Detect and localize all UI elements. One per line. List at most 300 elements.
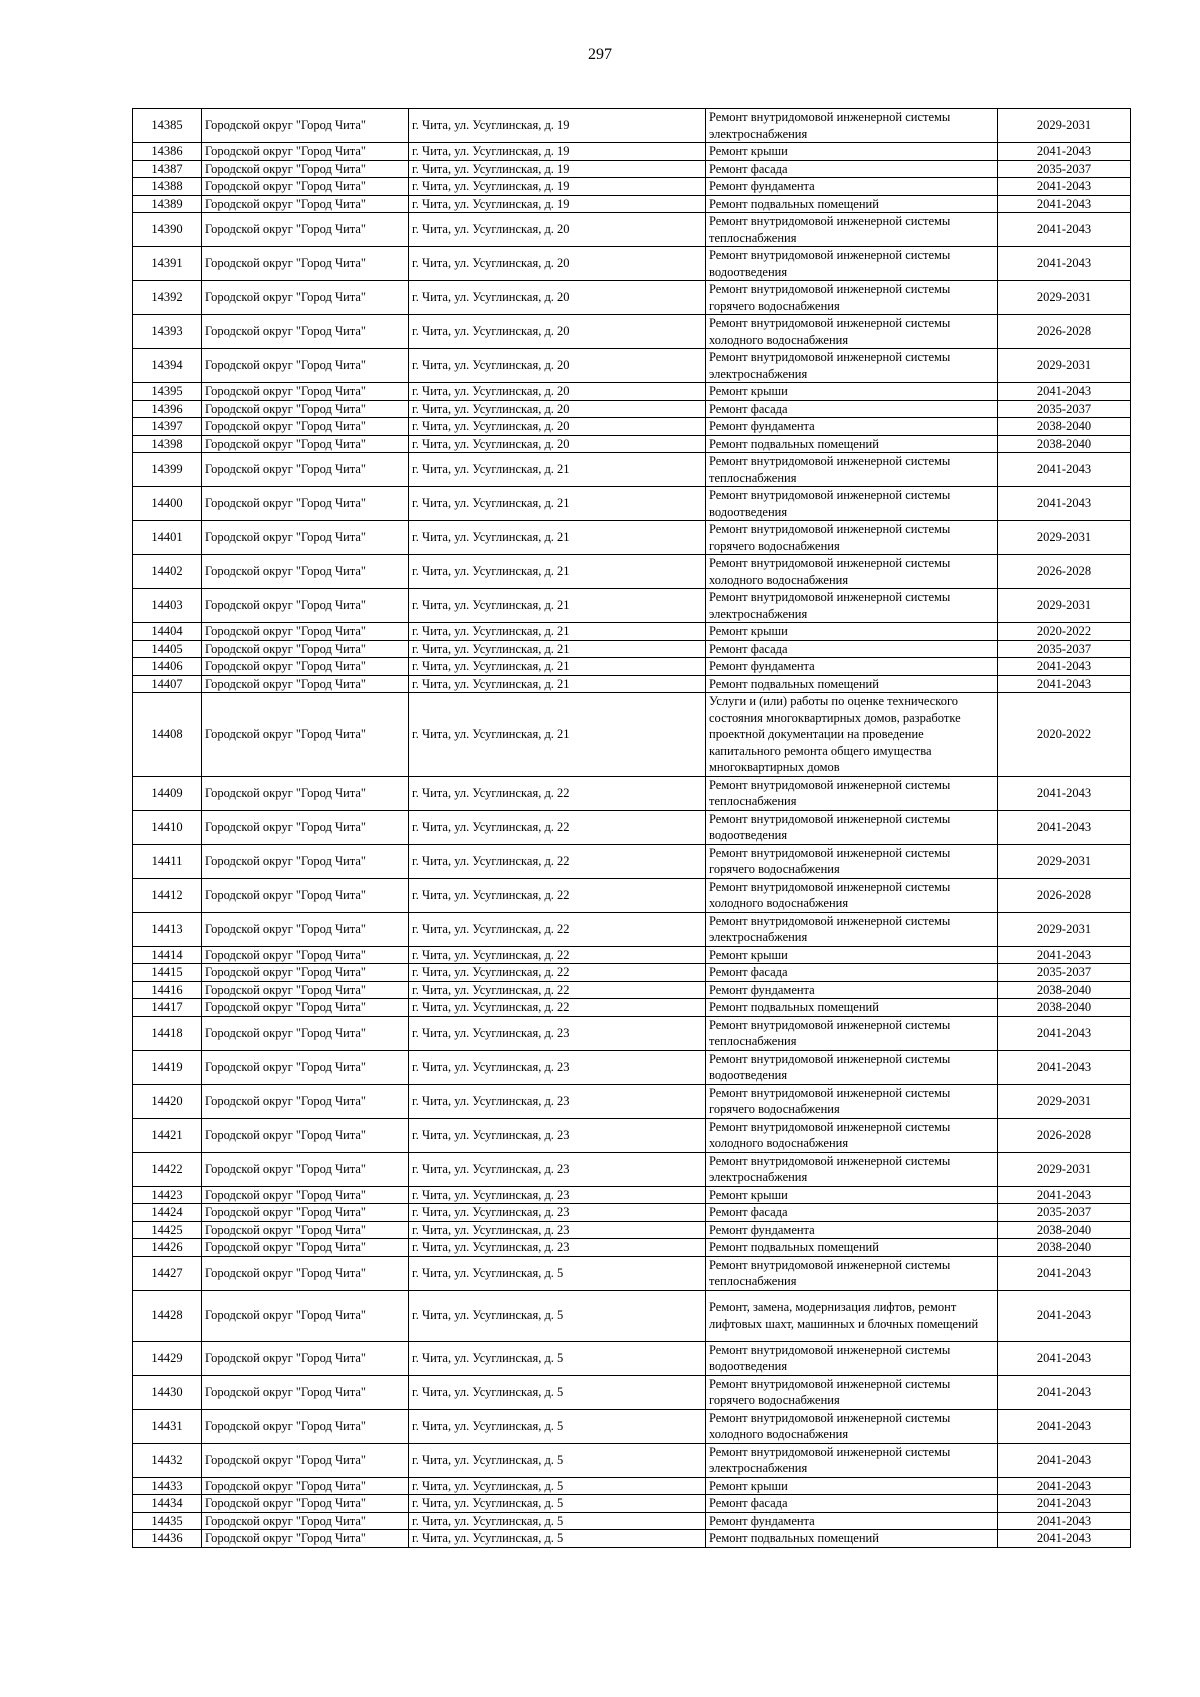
period-cell: 2041-2043 bbox=[998, 453, 1131, 487]
address-cell: г. Чита, ул. Усуглинская, д. 5 bbox=[409, 1512, 706, 1530]
period-cell: 2041-2043 bbox=[998, 213, 1131, 247]
table-row bbox=[133, 1290, 1131, 1341]
period-cell: 2029-2031 bbox=[998, 521, 1131, 555]
table-row bbox=[133, 1443, 1131, 1477]
work-type-cell: Ремонт фасада bbox=[706, 964, 998, 982]
row-number-cell: 14414 bbox=[133, 946, 202, 964]
address-cell: г. Чита, ул. Усуглинская, д. 21 bbox=[409, 521, 706, 555]
address-cell: г. Чита, ул. Усуглинская, д. 22 bbox=[409, 999, 706, 1017]
table-row bbox=[133, 946, 1131, 964]
row-number-cell: 14428 bbox=[133, 1290, 202, 1341]
municipality-cell: Городской округ "Город Чита" bbox=[202, 195, 409, 213]
address-cell: г. Чита, ул. Усуглинская, д. 21 bbox=[409, 658, 706, 676]
municipality-cell: Городской округ "Город Чита" bbox=[202, 383, 409, 401]
municipality-cell: Городской округ "Город Чита" bbox=[202, 1221, 409, 1239]
work-type-cell: Ремонт внутридомовой инженерной системы водоотведения bbox=[706, 247, 998, 281]
row-number-cell: 14390 bbox=[133, 213, 202, 247]
row-number-cell: 14419 bbox=[133, 1050, 202, 1084]
address-cell: г. Чита, ул. Усуглинская, д. 21 bbox=[409, 589, 706, 623]
period-cell: 2026-2028 bbox=[998, 315, 1131, 349]
work-type-cell: Ремонт крыши bbox=[706, 143, 998, 161]
municipality-cell: Городской округ "Город Чита" bbox=[202, 1239, 409, 1257]
municipality-cell: Городской округ "Город Чита" bbox=[202, 693, 409, 777]
table-row bbox=[133, 1512, 1131, 1530]
period-cell: 2041-2043 bbox=[998, 1290, 1131, 1341]
row-number-cell: 14415 bbox=[133, 964, 202, 982]
municipality-cell: Городской округ "Город Чита" bbox=[202, 400, 409, 418]
municipality-cell: Городской округ "Город Чита" bbox=[202, 946, 409, 964]
municipality-cell: Городской округ "Город Чита" bbox=[202, 160, 409, 178]
row-number-cell: 14389 bbox=[133, 195, 202, 213]
municipality-cell: Городской округ "Город Чита" bbox=[202, 1512, 409, 1530]
table-row bbox=[133, 964, 1131, 982]
work-type-cell: Ремонт внутридомовой инженерной системы электроснабжения bbox=[706, 912, 998, 946]
row-number-cell: 14397 bbox=[133, 418, 202, 436]
period-cell: 2029-2031 bbox=[998, 281, 1131, 315]
municipality-cell: Городской округ "Город Чита" bbox=[202, 810, 409, 844]
row-number-cell: 14430 bbox=[133, 1375, 202, 1409]
period-cell: 2041-2043 bbox=[998, 1050, 1131, 1084]
address-cell: г. Чита, ул. Усуглинская, д. 21 bbox=[409, 487, 706, 521]
period-cell: 2041-2043 bbox=[998, 1530, 1131, 1548]
row-number-cell: 14420 bbox=[133, 1084, 202, 1118]
period-cell: 2026-2028 bbox=[998, 878, 1131, 912]
address-cell: г. Чита, ул. Усуглинская, д. 5 bbox=[409, 1375, 706, 1409]
table-row bbox=[133, 1239, 1131, 1257]
municipality-cell: Городской округ "Город Чита" bbox=[202, 487, 409, 521]
period-cell: 2029-2031 bbox=[998, 349, 1131, 383]
row-number-cell: 14427 bbox=[133, 1256, 202, 1290]
address-cell: г. Чита, ул. Усуглинская, д. 23 bbox=[409, 1204, 706, 1222]
address-cell: г. Чита, ул. Усуглинская, д. 20 bbox=[409, 418, 706, 436]
table-row bbox=[133, 1530, 1131, 1548]
table-row bbox=[133, 521, 1131, 555]
row-number-cell: 14408 bbox=[133, 693, 202, 777]
row-number-cell: 14386 bbox=[133, 143, 202, 161]
table-row bbox=[133, 1152, 1131, 1186]
work-type-cell: Ремонт внутридомовой инженерной системы холодного водоснабжения bbox=[706, 555, 998, 589]
work-type-cell: Ремонт внутридомовой инженерной системы электроснабжения bbox=[706, 109, 998, 143]
work-type-cell: Ремонт фасада bbox=[706, 1204, 998, 1222]
table-row bbox=[133, 1186, 1131, 1204]
period-cell: 2029-2031 bbox=[998, 844, 1131, 878]
period-cell: 2035-2037 bbox=[998, 1204, 1131, 1222]
address-cell: г. Чита, ул. Усуглинская, д. 22 bbox=[409, 964, 706, 982]
period-cell: 2041-2043 bbox=[998, 383, 1131, 401]
period-cell: 2035-2037 bbox=[998, 964, 1131, 982]
table-row bbox=[133, 1409, 1131, 1443]
work-type-cell: Ремонт подвальных помещений bbox=[706, 1239, 998, 1257]
municipality-cell: Городской округ "Город Чита" bbox=[202, 1204, 409, 1222]
address-cell: г. Чита, ул. Усуглинская, д. 22 bbox=[409, 946, 706, 964]
period-cell: 2038-2040 bbox=[998, 1221, 1131, 1239]
address-cell: г. Чита, ул. Усуглинская, д. 22 bbox=[409, 981, 706, 999]
address-cell: г. Чита, ул. Усуглинская, д. 23 bbox=[409, 1221, 706, 1239]
address-cell: г. Чита, ул. Усуглинская, д. 5 bbox=[409, 1477, 706, 1495]
work-type-cell: Ремонт фундамента bbox=[706, 1221, 998, 1239]
address-cell: г. Чита, ул. Усуглинская, д. 20 bbox=[409, 315, 706, 349]
table-row bbox=[133, 555, 1131, 589]
address-cell: г. Чита, ул. Усуглинская, д. 19 bbox=[409, 178, 706, 196]
table-row bbox=[133, 912, 1131, 946]
row-number-cell: 14426 bbox=[133, 1239, 202, 1257]
table-row bbox=[133, 247, 1131, 281]
address-cell: г. Чита, ул. Усуглинская, д. 22 bbox=[409, 776, 706, 810]
work-type-cell: Ремонт крыши bbox=[706, 623, 998, 641]
work-type-cell: Ремонт фундамента bbox=[706, 981, 998, 999]
address-cell: г. Чита, ул. Усуглинская, д. 19 bbox=[409, 195, 706, 213]
work-type-cell: Ремонт фундамента bbox=[706, 1512, 998, 1530]
address-cell: г. Чита, ул. Усуглинская, д. 5 bbox=[409, 1495, 706, 1513]
municipality-cell: Городской округ "Город Чита" bbox=[202, 143, 409, 161]
table-row bbox=[133, 1050, 1131, 1084]
address-cell: г. Чита, ул. Усуглинская, д. 21 bbox=[409, 453, 706, 487]
work-type-cell: Ремонт фасада bbox=[706, 400, 998, 418]
row-number-cell: 14431 bbox=[133, 1409, 202, 1443]
work-type-cell: Ремонт внутридомовой инженерной системы горячего водоснабжения bbox=[706, 1375, 998, 1409]
municipality-cell: Городской округ "Город Чита" bbox=[202, 521, 409, 555]
table-row bbox=[133, 589, 1131, 623]
municipality-cell: Городской округ "Город Чита" bbox=[202, 555, 409, 589]
row-number-cell: 14421 bbox=[133, 1118, 202, 1152]
table-row bbox=[133, 453, 1131, 487]
period-cell: 2029-2031 bbox=[998, 109, 1131, 143]
row-number-cell: 14402 bbox=[133, 555, 202, 589]
period-cell: 2020-2022 bbox=[998, 693, 1131, 777]
work-type-cell: Ремонт внутридомовой инженерной системы теплоснабжения bbox=[706, 1256, 998, 1290]
row-number-cell: 14391 bbox=[133, 247, 202, 281]
municipality-cell: Городской округ "Город Чита" bbox=[202, 912, 409, 946]
period-cell: 2041-2043 bbox=[998, 487, 1131, 521]
row-number-cell: 14433 bbox=[133, 1477, 202, 1495]
work-type-cell: Ремонт крыши bbox=[706, 383, 998, 401]
table-row bbox=[133, 1084, 1131, 1118]
row-number-cell: 14404 bbox=[133, 623, 202, 641]
work-type-cell: Ремонт внутридомовой инженерной системы теплоснабжения bbox=[706, 213, 998, 247]
period-cell: 2026-2028 bbox=[998, 555, 1131, 589]
municipality-cell: Городской округ "Город Чита" bbox=[202, 213, 409, 247]
address-cell: г. Чита, ул. Усуглинская, д. 5 bbox=[409, 1341, 706, 1375]
row-number-cell: 14392 bbox=[133, 281, 202, 315]
address-cell: г. Чита, ул. Усуглинская, д. 20 bbox=[409, 383, 706, 401]
table-row bbox=[133, 810, 1131, 844]
table-row bbox=[133, 844, 1131, 878]
table-row bbox=[133, 435, 1131, 453]
address-cell: г. Чита, ул. Усуглинская, д. 21 bbox=[409, 675, 706, 693]
table-row bbox=[133, 315, 1131, 349]
period-cell: 2038-2040 bbox=[998, 1239, 1131, 1257]
municipality-cell: Городской округ "Город Чита" bbox=[202, 435, 409, 453]
address-cell: г. Чита, ул. Усуглинская, д. 22 bbox=[409, 810, 706, 844]
period-cell: 2041-2043 bbox=[998, 946, 1131, 964]
municipality-cell: Городской округ "Город Чита" bbox=[202, 1186, 409, 1204]
municipality-cell: Городской округ "Город Чита" bbox=[202, 1050, 409, 1084]
row-number-cell: 14405 bbox=[133, 640, 202, 658]
row-number-cell: 14396 bbox=[133, 400, 202, 418]
municipality-cell: Городской округ "Город Чита" bbox=[202, 844, 409, 878]
table-row bbox=[133, 160, 1131, 178]
table-row bbox=[133, 1016, 1131, 1050]
work-type-cell: Ремонт крыши bbox=[706, 946, 998, 964]
work-type-cell: Ремонт подвальных помещений bbox=[706, 999, 998, 1017]
municipality-cell: Городской округ "Город Чита" bbox=[202, 1152, 409, 1186]
table-row bbox=[133, 693, 1131, 777]
table-row bbox=[133, 1341, 1131, 1375]
address-cell: г. Чита, ул. Усуглинская, д. 22 bbox=[409, 844, 706, 878]
period-cell: 2041-2043 bbox=[998, 776, 1131, 810]
row-number-cell: 14398 bbox=[133, 435, 202, 453]
work-type-cell: Ремонт внутридомовой инженерной системы холодного водоснабжения bbox=[706, 1118, 998, 1152]
period-cell: 2041-2043 bbox=[998, 1477, 1131, 1495]
row-number-cell: 14385 bbox=[133, 109, 202, 143]
work-type-cell: Ремонт внутридомовой инженерной системы горячего водоснабжения bbox=[706, 1084, 998, 1118]
row-number-cell: 14409 bbox=[133, 776, 202, 810]
row-number-cell: 14407 bbox=[133, 675, 202, 693]
row-number-cell: 14429 bbox=[133, 1341, 202, 1375]
period-cell: 2041-2043 bbox=[998, 1375, 1131, 1409]
work-type-cell: Ремонт фасада bbox=[706, 160, 998, 178]
address-cell: г. Чита, ул. Усуглинская, д. 23 bbox=[409, 1050, 706, 1084]
work-type-cell: Ремонт фундамента bbox=[706, 418, 998, 436]
address-cell: г. Чита, ул. Усуглинская, д. 23 bbox=[409, 1152, 706, 1186]
address-cell: г. Чита, ул. Усуглинская, д. 20 bbox=[409, 281, 706, 315]
period-cell: 2035-2037 bbox=[998, 160, 1131, 178]
work-type-cell: Ремонт внутридомовой инженерной системы горячего водоснабжения bbox=[706, 521, 998, 555]
municipality-cell: Городской округ "Город Чита" bbox=[202, 1477, 409, 1495]
row-number-cell: 14400 bbox=[133, 487, 202, 521]
period-cell: 2041-2043 bbox=[998, 178, 1131, 196]
work-type-cell: Ремонт фасада bbox=[706, 640, 998, 658]
period-cell: 2041-2043 bbox=[998, 1512, 1131, 1530]
period-cell: 2041-2043 bbox=[998, 195, 1131, 213]
period-cell: 2029-2031 bbox=[998, 589, 1131, 623]
address-cell: г. Чита, ул. Усуглинская, д. 21 bbox=[409, 693, 706, 777]
work-type-cell: Услуги и (или) работы по оценке технического состояния многоквартирных домов, разработке проектной документации на проведение капитального ремонта общего имущества многоквартирных домов bbox=[706, 693, 998, 777]
address-cell: г. Чита, ул. Усуглинская, д. 5 bbox=[409, 1256, 706, 1290]
row-number-cell: 14416 bbox=[133, 981, 202, 999]
table-row bbox=[133, 1221, 1131, 1239]
work-type-cell: Ремонт внутридомовой инженерной системы холодного водоснабжения bbox=[706, 315, 998, 349]
municipality-cell: Городской округ "Город Чита" bbox=[202, 878, 409, 912]
table-row bbox=[133, 675, 1131, 693]
table-row bbox=[133, 281, 1131, 315]
period-cell: 2029-2031 bbox=[998, 1152, 1131, 1186]
address-cell: г. Чита, ул. Усуглинская, д. 23 bbox=[409, 1118, 706, 1152]
table-row bbox=[133, 623, 1131, 641]
municipality-cell: Городской округ "Город Чита" bbox=[202, 1443, 409, 1477]
address-cell: г. Чита, ул. Усуглинская, д. 22 bbox=[409, 912, 706, 946]
municipality-cell: Городской округ "Город Чита" bbox=[202, 453, 409, 487]
row-number-cell: 14410 bbox=[133, 810, 202, 844]
address-cell: г. Чита, ул. Усуглинская, д. 21 bbox=[409, 555, 706, 589]
table-row bbox=[133, 776, 1131, 810]
row-number-cell: 14418 bbox=[133, 1016, 202, 1050]
work-type-cell: Ремонт, замена, модернизация лифтов, ремонт лифтовых шахт, машинных и блочных помещений bbox=[706, 1290, 998, 1341]
table-row bbox=[133, 383, 1131, 401]
work-type-cell: Ремонт фундамента bbox=[706, 178, 998, 196]
table-row bbox=[133, 349, 1131, 383]
period-cell: 2020-2022 bbox=[998, 623, 1131, 641]
municipality-cell: Городской округ "Город Чита" bbox=[202, 964, 409, 982]
address-cell: г. Чита, ул. Усуглинская, д. 23 bbox=[409, 1084, 706, 1118]
municipality-cell: Городской округ "Город Чита" bbox=[202, 1495, 409, 1513]
table-row bbox=[133, 178, 1131, 196]
period-cell: 2029-2031 bbox=[998, 912, 1131, 946]
row-number-cell: 14411 bbox=[133, 844, 202, 878]
municipality-cell: Городской округ "Город Чита" bbox=[202, 981, 409, 999]
page-number: 297 bbox=[588, 46, 612, 63]
work-type-cell: Ремонт внутридомовой инженерной системы водоотведения bbox=[706, 1050, 998, 1084]
municipality-cell: Городской округ "Город Чита" bbox=[202, 1530, 409, 1548]
period-cell: 2041-2043 bbox=[998, 1256, 1131, 1290]
row-number-cell: 14393 bbox=[133, 315, 202, 349]
table-row bbox=[133, 109, 1131, 143]
municipality-cell: Городской округ "Город Чита" bbox=[202, 1290, 409, 1341]
period-cell: 2026-2028 bbox=[998, 1118, 1131, 1152]
table-row bbox=[133, 878, 1131, 912]
period-cell: 2041-2043 bbox=[998, 1409, 1131, 1443]
row-number-cell: 14412 bbox=[133, 878, 202, 912]
table-row bbox=[133, 418, 1131, 436]
municipality-cell: Городской округ "Город Чита" bbox=[202, 675, 409, 693]
address-cell: г. Чита, ул. Усуглинская, д. 23 bbox=[409, 1239, 706, 1257]
work-type-cell: Ремонт внутридомовой инженерной системы горячего водоснабжения bbox=[706, 844, 998, 878]
municipality-cell: Городской округ "Город Чита" bbox=[202, 315, 409, 349]
period-cell: 2041-2043 bbox=[998, 1341, 1131, 1375]
table-row bbox=[133, 658, 1131, 676]
table-row bbox=[133, 487, 1131, 521]
period-cell: 2038-2040 bbox=[998, 999, 1131, 1017]
period-cell: 2041-2043 bbox=[998, 658, 1131, 676]
table-row bbox=[133, 1204, 1131, 1222]
address-cell: г. Чита, ул. Усуглинская, д. 21 bbox=[409, 640, 706, 658]
table-row bbox=[133, 1375, 1131, 1409]
row-number-cell: 14423 bbox=[133, 1186, 202, 1204]
address-cell: г. Чита, ул. Усуглинская, д. 20 bbox=[409, 247, 706, 281]
municipality-cell: Городской округ "Город Чита" bbox=[202, 247, 409, 281]
work-type-cell: Ремонт внутридомовой инженерной системы холодного водоснабжения bbox=[706, 878, 998, 912]
work-type-cell: Ремонт фасада bbox=[706, 1495, 998, 1513]
table-row bbox=[133, 1495, 1131, 1513]
work-type-cell: Ремонт крыши bbox=[706, 1186, 998, 1204]
work-type-cell: Ремонт подвальных помещений bbox=[706, 435, 998, 453]
table-row bbox=[133, 1256, 1131, 1290]
work-type-cell: Ремонт внутридомовой инженерной системы электроснабжения bbox=[706, 589, 998, 623]
address-cell: г. Чита, ул. Усуглинская, д. 5 bbox=[409, 1290, 706, 1341]
address-cell: г. Чита, ул. Усуглинская, д. 23 bbox=[409, 1016, 706, 1050]
table-row bbox=[133, 640, 1131, 658]
municipality-cell: Городской округ "Город Чита" bbox=[202, 178, 409, 196]
municipality-cell: Городской округ "Город Чита" bbox=[202, 776, 409, 810]
work-type-cell: Ремонт подвальных помещений bbox=[706, 675, 998, 693]
address-cell: г. Чита, ул. Усуглинская, д. 19 bbox=[409, 109, 706, 143]
period-cell: 2041-2043 bbox=[998, 1186, 1131, 1204]
work-type-cell: Ремонт внутридомовой инженерной системы водоотведения bbox=[706, 810, 998, 844]
work-type-cell: Ремонт подвальных помещений bbox=[706, 195, 998, 213]
row-number-cell: 14436 bbox=[133, 1530, 202, 1548]
row-number-cell: 14399 bbox=[133, 453, 202, 487]
address-cell: г. Чита, ул. Усуглинская, д. 23 bbox=[409, 1186, 706, 1204]
row-number-cell: 14388 bbox=[133, 178, 202, 196]
period-cell: 2041-2043 bbox=[998, 810, 1131, 844]
address-cell: г. Чита, ул. Усуглинская, д. 5 bbox=[409, 1530, 706, 1548]
table-row bbox=[133, 195, 1131, 213]
row-number-cell: 14395 bbox=[133, 383, 202, 401]
row-number-cell: 14394 bbox=[133, 349, 202, 383]
municipality-cell: Городской округ "Город Чита" bbox=[202, 418, 409, 436]
address-cell: г. Чита, ул. Усуглинская, д. 20 bbox=[409, 400, 706, 418]
municipality-cell: Городской округ "Город Чита" bbox=[202, 1016, 409, 1050]
row-number-cell: 14432 bbox=[133, 1443, 202, 1477]
period-cell: 2041-2043 bbox=[998, 143, 1131, 161]
municipality-cell: Городской округ "Город Чита" bbox=[202, 623, 409, 641]
work-type-cell: Ремонт внутридомовой инженерной системы холодного водоснабжения bbox=[706, 1409, 998, 1443]
municipality-cell: Городской округ "Город Чита" bbox=[202, 109, 409, 143]
municipality-cell: Городской округ "Город Чита" bbox=[202, 640, 409, 658]
period-cell: 2038-2040 bbox=[998, 435, 1131, 453]
period-cell: 2041-2043 bbox=[998, 1495, 1131, 1513]
municipality-cell: Городской округ "Город Чита" bbox=[202, 281, 409, 315]
period-cell: 2029-2031 bbox=[998, 1084, 1131, 1118]
period-cell: 2041-2043 bbox=[998, 247, 1131, 281]
table-row bbox=[133, 400, 1131, 418]
work-type-cell: Ремонт внутридомовой инженерной системы водоотведения bbox=[706, 1341, 998, 1375]
work-type-cell: Ремонт внутридомовой инженерной системы теплоснабжения bbox=[706, 776, 998, 810]
row-number-cell: 14434 bbox=[133, 1495, 202, 1513]
municipality-cell: Городской округ "Город Чита" bbox=[202, 1341, 409, 1375]
table-row bbox=[133, 981, 1131, 999]
row-number-cell: 14401 bbox=[133, 521, 202, 555]
period-cell: 2041-2043 bbox=[998, 675, 1131, 693]
work-type-cell: Ремонт внутридомовой инженерной системы электроснабжения bbox=[706, 1443, 998, 1477]
address-cell: г. Чита, ул. Усуглинская, д. 19 bbox=[409, 143, 706, 161]
municipality-cell: Городской округ "Город Чита" bbox=[202, 1118, 409, 1152]
row-number-cell: 14417 bbox=[133, 999, 202, 1017]
work-type-cell: Ремонт внутридомовой инженерной системы теплоснабжения bbox=[706, 453, 998, 487]
municipality-cell: Городской округ "Город Чита" bbox=[202, 1084, 409, 1118]
address-cell: г. Чита, ул. Усуглинская, д. 5 bbox=[409, 1443, 706, 1477]
work-type-cell: Ремонт внутридомовой инженерной системы теплоснабжения bbox=[706, 1016, 998, 1050]
row-number-cell: 14387 bbox=[133, 160, 202, 178]
address-cell: г. Чита, ул. Усуглинская, д. 5 bbox=[409, 1409, 706, 1443]
row-number-cell: 14406 bbox=[133, 658, 202, 676]
table-row bbox=[133, 1477, 1131, 1495]
address-cell: г. Чита, ул. Усуглинская, д. 21 bbox=[409, 623, 706, 641]
address-cell: г. Чита, ул. Усуглинская, д. 20 bbox=[409, 435, 706, 453]
address-cell: г. Чита, ул. Усуглинская, д. 20 bbox=[409, 349, 706, 383]
work-type-cell: Ремонт внутридомовой инженерной системы электроснабжения bbox=[706, 1152, 998, 1186]
municipality-cell: Городской округ "Город Чита" bbox=[202, 999, 409, 1017]
period-cell: 2041-2043 bbox=[998, 1443, 1131, 1477]
municipality-cell: Городской округ "Город Чита" bbox=[202, 658, 409, 676]
row-number-cell: 14403 bbox=[133, 589, 202, 623]
period-cell: 2041-2043 bbox=[998, 1016, 1131, 1050]
period-cell: 2035-2037 bbox=[998, 400, 1131, 418]
municipality-cell: Городской округ "Город Чита" bbox=[202, 349, 409, 383]
table-row bbox=[133, 143, 1131, 161]
work-type-cell: Ремонт фундамента bbox=[706, 658, 998, 676]
municipality-cell: Городской округ "Город Чита" bbox=[202, 1409, 409, 1443]
work-type-cell: Ремонт крыши bbox=[706, 1477, 998, 1495]
work-type-cell: Ремонт внутридомовой инженерной системы водоотведения bbox=[706, 487, 998, 521]
municipality-cell: Городской округ "Город Чита" bbox=[202, 589, 409, 623]
row-number-cell: 14424 bbox=[133, 1204, 202, 1222]
row-number-cell: 14435 bbox=[133, 1512, 202, 1530]
municipality-cell: Городской округ "Город Чита" bbox=[202, 1256, 409, 1290]
period-cell: 2038-2040 bbox=[998, 981, 1131, 999]
address-cell: г. Чита, ул. Усуглинская, д. 20 bbox=[409, 213, 706, 247]
work-type-cell: Ремонт подвальных помещений bbox=[706, 1530, 998, 1548]
